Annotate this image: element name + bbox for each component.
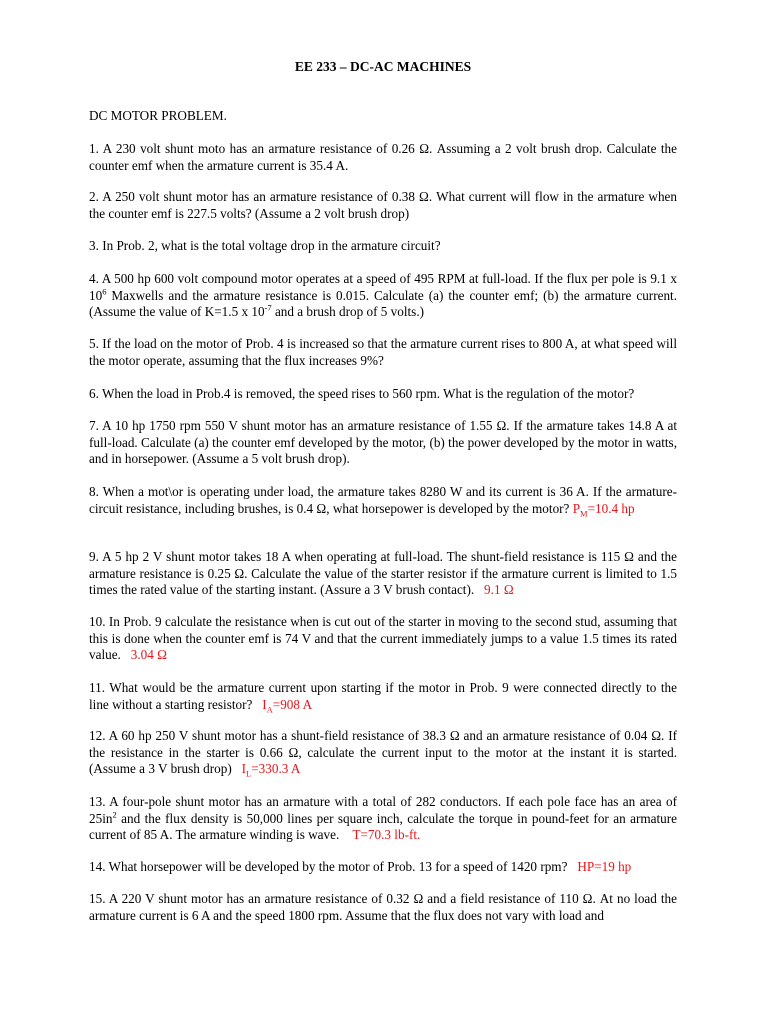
problem-5: 5. If the load on the motor of Prob. 4 is increased so that the armature current rises to 800 A, at what speed will the motor operate, assuming that the flux increases 9%?: [89, 336, 677, 368]
problem-11-answer: [262, 696, 313, 715]
problem-14-answer: HP=19 hp: [577, 859, 632, 874]
page-title: EE 233 – DC-AC MACHINES: [294, 59, 472, 74]
answer-symbol: I: [262, 696, 267, 712]
problem-2: 2. A 250 volt shunt motor has an armature resistance of 0.38 Ω. What current will flow in the armature when the counter emf is 227.5 volts? (Assume a 2 volt brush drop): [89, 189, 677, 221]
problem-10-answer: 3.04 Ω: [130, 647, 167, 663]
problem-9-text: 9. A 5 hp 2 V shunt motor takes 18 A when operating at full-load. The shunt-field resistance is 115 Ω and the armature resistance is 0.25 Ω. Calculate the value of the starter resistor if the armature current is limited to 1.5 times the rated value of the starting instant. (Assure a 3 V brush contact).: [89, 549, 677, 598]
problem-12: [89, 728, 677, 778]
problem-1: 1. A 230 volt shunt moto has an armature resistance of 0.26 Ω. Assuming a 2 volt brush drop. Calculate the counter emf when the armature current is 35.4 A.: [89, 141, 677, 173]
problem-8-answer: [572, 500, 635, 519]
problem-13-exponent: 2: [112, 809, 117, 820]
problem-8: [89, 484, 677, 517]
problem-4-exponent-a: 6: [102, 286, 107, 297]
answer-subscript: L: [246, 768, 252, 779]
problem-8-text: 8. When a mot\or is operating under load, the armature takes 8280 W and its current is 36 A. If the armature-circuit resistance, including brushes, is 0.4 Ω, what horsepower is developed by the motor?: [89, 484, 677, 516]
answer-symbol: P: [572, 500, 581, 516]
problem-11: [89, 680, 677, 713]
answer-subscript: A: [266, 704, 273, 715]
answer-value: =908 A: [272, 696, 313, 712]
problem-4-exponent-b: -7: [264, 302, 272, 313]
problem-15: 15. A 220 V shunt motor has an armature resistance of 0.32 Ω and a field resistance of 110 Ω. At no load the armature current is 6 A and the speed 1800 rpm. Assume that the flux does not vary with load and: [89, 891, 677, 923]
problem-13-answer: T=70.3 lb-ft.: [352, 827, 421, 843]
problem-14: [89, 859, 677, 876]
problem-9: [89, 549, 677, 599]
answer-value: =330.3 A: [251, 761, 301, 777]
problem-14-text: 14. What horsepower will be developed by the motor of Prob. 13 for a speed of 1420 rpm?: [89, 859, 568, 874]
problem-7: 7. A 10 hp 1750 rpm 550 V shunt motor has an armature resistance of 1.55 Ω. If the armature takes 14.8 A at full-load. Calculate (a) the counter emf developed by the motor, (b) the power developed by the motor in watts, and in horsepower. (Assume a 5 volt brush drop).: [89, 418, 677, 467]
section-heading: DC MOTOR PROBLEM.: [89, 108, 227, 123]
problem-10-text: 10. In Prob. 9 calculate the resistance when is cut out of the starter in moving to the second stud, assuming that this is done when the counter emf is 74 V and that the current immediately jumps to a value 1.5 times its rated value.: [89, 614, 677, 663]
problem-10: [89, 614, 677, 664]
problem-4-text-b: Maxwells and the armature resistance is 0.015. Calculate (a) the counter emf; (b) the armature current. (Assume the value of K=1.5 x 10: [89, 287, 677, 320]
answer-symbol: I: [241, 761, 247, 777]
problem-11-text: 11. What would be the armature current upon starting if the motor in Prob. 9 were connected directly to the line without a starting resistor?: [89, 680, 677, 712]
problem-4-text-a: 4. A 500 hp 600 volt compound motor operates at a speed of 495 RPM at full-load. If the flux per pole is 9.1 x 10: [89, 271, 677, 303]
problem-4: [89, 271, 677, 321]
problem-6: 6. When the load in Prob.4 is removed, the speed rises to 560 rpm. What is the regulation of the motor?: [89, 386, 635, 401]
answer-subscript: M: [580, 508, 588, 519]
problem-13-text-a: 13. A four-pole shunt motor has an armature with a total of 282 conductors. If each pole face has an area of 25in: [89, 794, 677, 826]
answer-value: =10.4 hp: [587, 500, 635, 516]
problem-9-answer: 9.1 Ω: [484, 582, 514, 598]
problem-13: [89, 794, 677, 844]
problem-4-text-c: and a brush drop of 5 volts.): [271, 304, 425, 320]
problem-12-text: 12. A 60 hp 250 V shunt motor has a shunt-field resistance of 38.3 Ω and an armature resistance of 0.04 Ω. If the resistance in the starter is 0.66 Ω, calculate the current input to the motor at the instant it is started. (Assume a 3 V brush drop): [89, 728, 677, 777]
problem-12-answer: [241, 761, 301, 779]
problem-3: 3. In Prob. 2, what is the total voltage drop in the armature circuit?: [89, 238, 441, 253]
problem-13-text-b: and the flux density is 50,000 lines per square inch, calculate the torque in pound-feet for an armature current of 85 A. The armature winding is wave.: [89, 810, 677, 843]
